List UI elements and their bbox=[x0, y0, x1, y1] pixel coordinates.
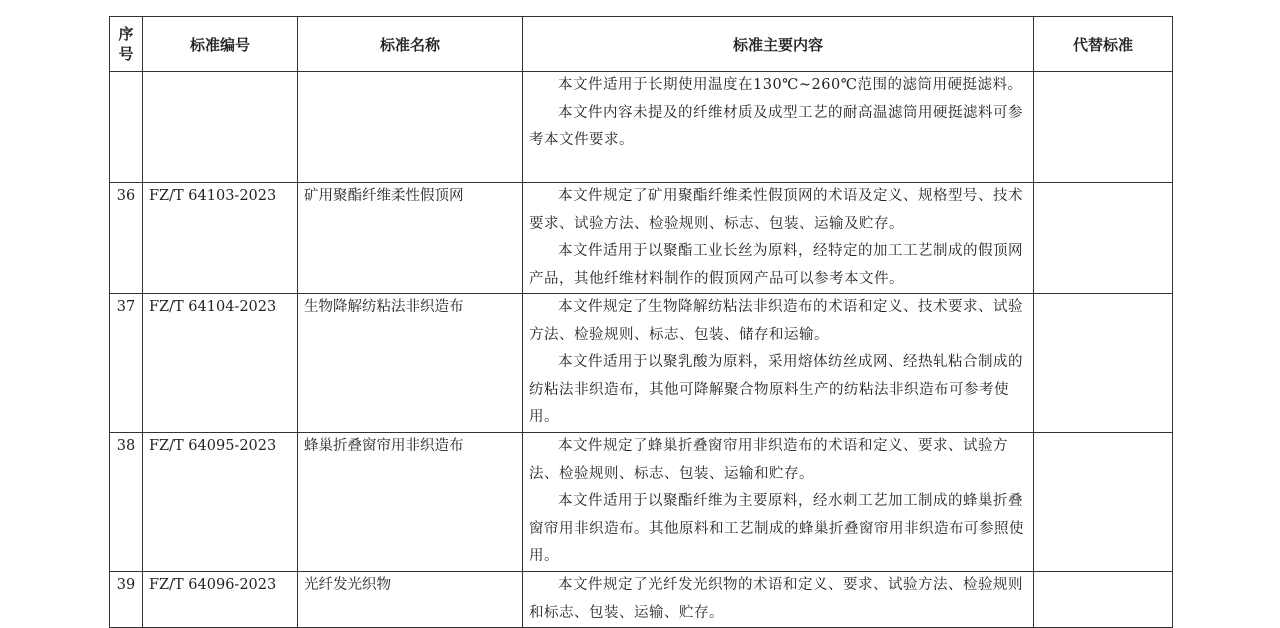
row-content bbox=[523, 183, 1034, 294]
row-no: 38 bbox=[110, 433, 143, 572]
header-row bbox=[110, 17, 1173, 72]
row-code: FZ/T 64095-2023 bbox=[143, 433, 298, 572]
row-content bbox=[523, 433, 1034, 572]
row-code bbox=[143, 72, 298, 183]
row-no bbox=[110, 72, 143, 183]
header-no-line2: 号 bbox=[118, 45, 134, 63]
content-paragraph: 本文件适用于以聚酯工业长丝为原料，经特定的加工工艺制成的假顶网产品，其他纤维材料制作的假顶网产品可以参考本文件。 bbox=[529, 243, 1023, 287]
header-no-line1: 序 bbox=[118, 25, 134, 43]
content-paragraph: 本文件内容未提及的纤维材质及成型工艺的耐高温滤筒用硬挺滤料可参考本文件要求。 bbox=[529, 104, 1023, 148]
table-row bbox=[110, 294, 1173, 433]
row-name: 光纤发光织物 bbox=[298, 572, 523, 628]
content-paragraph: 本文件规定了矿用聚酯纤维柔性假顶网的术语及定义、规格型号、技术要求、试验方法、检验规则、标志、包装、运输及贮存。 bbox=[529, 188, 1023, 232]
row-content bbox=[523, 294, 1034, 433]
row-code: FZ/T 64104-2023 bbox=[143, 294, 298, 433]
row-content bbox=[523, 572, 1034, 628]
table-row bbox=[110, 572, 1173, 628]
header-no bbox=[110, 17, 143, 72]
content-paragraph: 本文件规定了生物降解纺粘法非织造布的术语和定义、技术要求、试验方法、检验规则、标志、包装、储存和运输。 bbox=[529, 299, 1023, 343]
row-name bbox=[298, 72, 523, 183]
table-row bbox=[110, 183, 1173, 294]
table-row bbox=[110, 433, 1173, 572]
row-content bbox=[523, 72, 1034, 183]
row-replace bbox=[1034, 433, 1173, 572]
row-code: FZ/T 64096-2023 bbox=[143, 572, 298, 628]
row-no: 37 bbox=[110, 294, 143, 433]
header-code: 标准编号 bbox=[143, 17, 298, 72]
standards-table bbox=[109, 16, 1173, 628]
row-name: 生物降解纺粘法非织造布 bbox=[298, 294, 523, 433]
row-replace bbox=[1034, 294, 1173, 433]
row-no: 36 bbox=[110, 183, 143, 294]
header-name: 标准名称 bbox=[298, 17, 523, 72]
content-paragraph: 本文件适用于以聚酯纤维为主要原料，经水刺工艺加工制成的蜂巢折叠窗帘用非织造布。其他原料和工艺制成的蜂巢折叠窗帘用非织造布可参照使用。 bbox=[529, 493, 1024, 564]
row-no: 39 bbox=[110, 572, 143, 628]
row-name: 矿用聚酯纤维柔性假顶网 bbox=[298, 183, 523, 294]
row-name: 蜂巢折叠窗帘用非织造布 bbox=[298, 433, 523, 572]
row-replace bbox=[1034, 183, 1173, 294]
header-replace: 代替标准 bbox=[1034, 17, 1173, 72]
row-code: FZ/T 64103-2023 bbox=[143, 183, 298, 294]
table-row bbox=[110, 72, 1173, 183]
content-paragraph: 本文件规定了光纤发光织物的术语和定义、要求、试验方法、检验规则和标志、包装、运输、贮存。 bbox=[529, 577, 1023, 621]
row-replace bbox=[1034, 572, 1173, 628]
content-paragraph: 本文件适用于以聚乳酸为原料，采用熔体纺丝成网、经热轧粘合制成的纺粘法非织造布，其他可降解聚合物原料生产的纺粘法非织造布可参考使用。 bbox=[529, 354, 1023, 425]
row-replace bbox=[1034, 72, 1173, 183]
content-paragraph: 本文件适用于长期使用温度在130℃~260℃范围的滤筒用硬挺滤料。 bbox=[558, 77, 1023, 93]
content-paragraph: 本文件规定了蜂巢折叠窗帘用非织造布的术语和定义、要求、试验方法、检验规则、标志、包装、运输和贮存。 bbox=[529, 438, 1008, 482]
header-content: 标准主要内容 bbox=[523, 17, 1034, 72]
